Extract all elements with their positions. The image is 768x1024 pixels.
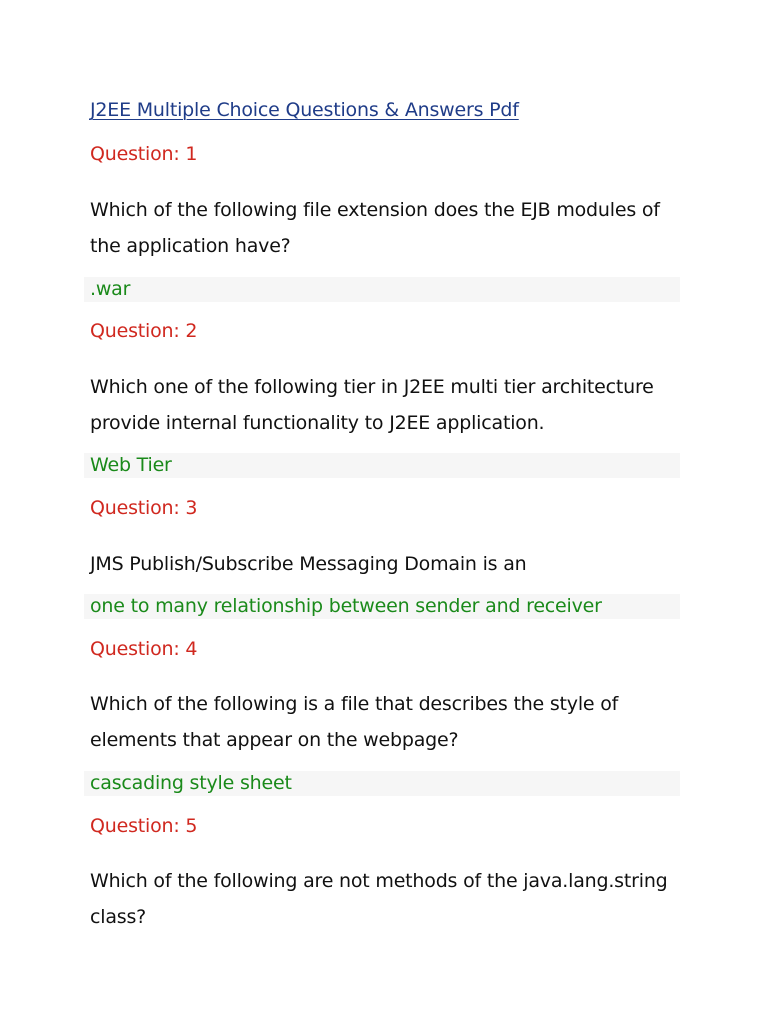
question-2-label: Question: 2 bbox=[90, 320, 198, 342]
question-3-label: Question: 3 bbox=[90, 497, 198, 519]
question-5-text: Which of the following are not methods of the java.lang.string class? bbox=[90, 870, 668, 928]
question-3-answer: one to many relationship between sender and receiver bbox=[84, 594, 680, 619]
question-4-text: Which of the following is a file that describes the style of elements that appear on the webpage? bbox=[90, 693, 619, 751]
question-5-label: Question: 5 bbox=[90, 815, 198, 837]
question-1-label: Question: 1 bbox=[90, 143, 198, 165]
question-3-text: JMS Publish/Subscribe Messaging Domain is an bbox=[90, 553, 527, 575]
question-2-text: Which one of the following tier in J2EE multi tier architecture provide internal functionality to J2EE application. bbox=[90, 376, 654, 434]
question-2-answer: Web Tier bbox=[84, 453, 680, 478]
question-1-text: Which of the following file extension does the EJB modules of the application have? bbox=[90, 199, 660, 257]
question-4-label: Question: 4 bbox=[90, 638, 198, 660]
question-1-answer: .war bbox=[84, 277, 680, 302]
document-title-link[interactable]: J2EE Multiple Choice Questions & Answers Pdf bbox=[90, 99, 519, 121]
question-4-answer: cascading style sheet bbox=[84, 771, 680, 796]
